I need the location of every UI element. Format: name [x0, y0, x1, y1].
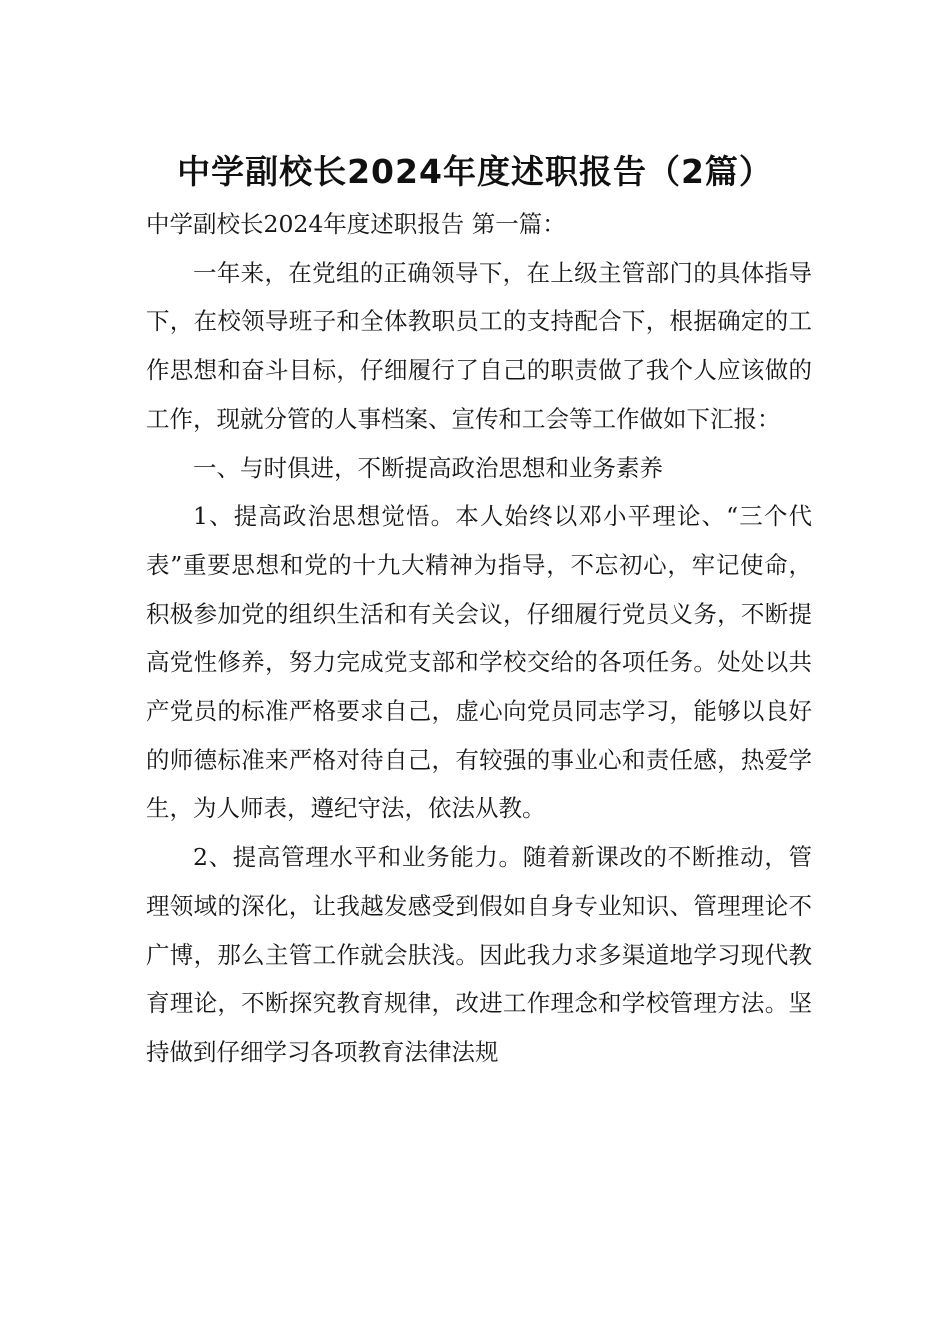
section-heading: 一、与时俱进，不断提高政治思想和业务素养 — [193, 453, 663, 482]
body-paragraph-1: 1、提高政治思想觉悟。本人始终以邓小平理论、“三个代表”重要思想和党的十九大精神为指导，不忘初心，牢记使命，积极参加党的组织生活和有关会议，仔细履行党员义务，不断提高党性修养，努力完成党支部和学校交给的各项任务。处处以共产党员的标准严格要求自己，虚心向党员同志学习，能够以良好的师德标准来严格对待自己，有较强的事业心和责任感，热爱学生，为人师表，遵纪守法，依法从教。 — [146, 502, 812, 823]
document-title: 中学副校长2024年度述职报告（2篇） — [177, 152, 773, 192]
document-body — [146, 200, 812, 1077]
body-paragraph-2: 2、提高管理水平和业务能力。随着新课改的不断推动，管理领域的深化，让我越发感受到假如自身专业知识、管理理论不广博，那么主管工作就会肤浅。因此我力求多渠道地学习现代教育理论，不断探究教育规律，改进工作理念和学校管理方法。坚持做到仔细学习各项教育法律法规 — [146, 843, 812, 1066]
section-subtitle: 中学副校长2024年度述职报告 第一篇： — [146, 210, 566, 238]
intro-paragraph: 一年来，在党组的正确领导下，在上级主管部门的具体指导下，在校领导班子和全体教职员工的支持配合下，根据确定的工作思想和奋斗目标，仔细履行了自己的职责做了我个人应该做的工作，现就分管的人事档案、宣传和工会等工作做如下汇报： — [146, 258, 812, 433]
